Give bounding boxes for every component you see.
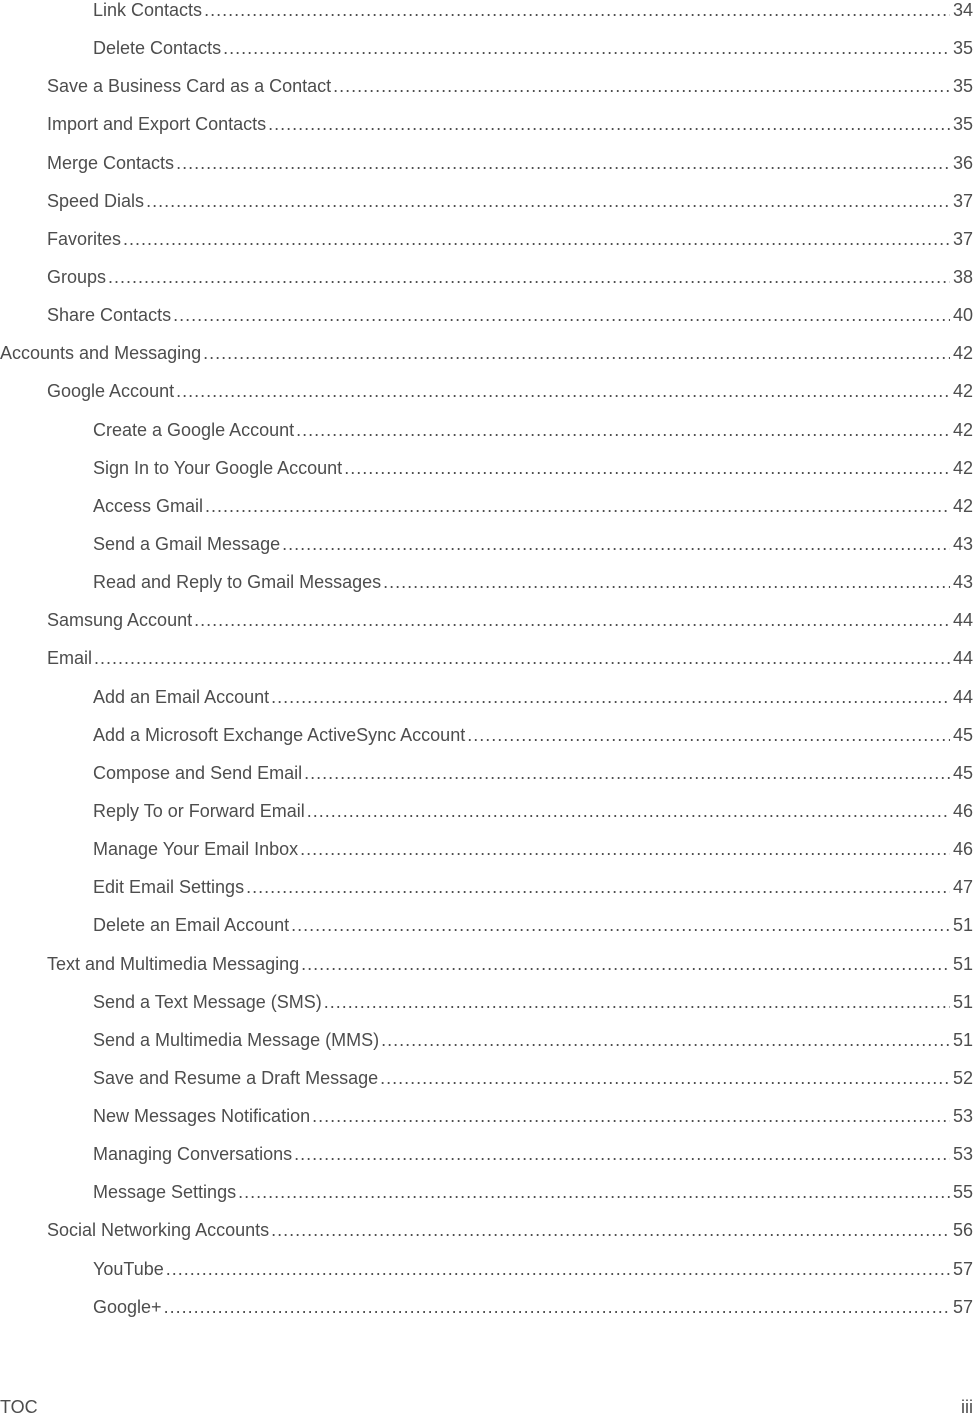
toc-entry-title: Manage Your Email Inbox (93, 839, 299, 860)
toc-dot-leader (223, 36, 950, 60)
toc-dot-leader (205, 494, 950, 518)
toc-entry-page-number: 46 (952, 800, 973, 821)
toc-entry[interactable] (0, 532, 973, 556)
toc-entry[interactable] (0, 685, 973, 709)
toc-entry[interactable] (0, 913, 973, 937)
toc-entry[interactable] (0, 379, 973, 403)
toc-entry-title: Groups (47, 266, 107, 287)
toc-entry-page-number: 40 (952, 305, 973, 326)
toc-entry-page-number: 52 (952, 1067, 973, 1088)
toc-entry[interactable] (0, 112, 973, 136)
toc-dot-leader (344, 456, 950, 480)
toc-entry-title: Save a Business Card as a Contact (47, 76, 332, 97)
toc-entry[interactable] (0, 875, 973, 899)
toc-entry[interactable] (0, 36, 973, 60)
toc-entry-page-number: 43 (952, 572, 973, 593)
toc-dot-leader (307, 799, 950, 823)
toc-entry-page-number: 51 (952, 953, 973, 974)
toc-dot-leader (381, 1028, 950, 1052)
toc-entry-title: Compose and Send Email (93, 762, 303, 783)
toc-dot-leader (301, 952, 950, 976)
toc-entry-page-number: 45 (952, 762, 973, 783)
toc-dot-leader (238, 1180, 950, 1204)
toc-dot-leader (204, 0, 950, 22)
toc-entry-page-number: 38 (952, 266, 973, 287)
toc-entry[interactable] (0, 303, 973, 327)
toc-entry-page-number: 45 (952, 724, 973, 745)
toc-entry-page-number: 36 (952, 152, 973, 173)
toc-entry[interactable] (0, 456, 973, 480)
toc-entry-title: Merge Contacts (47, 152, 175, 173)
toc-entry-title: Delete an Email Account (93, 915, 290, 936)
toc-entry-page-number: 47 (952, 877, 973, 898)
toc-dot-leader (312, 1104, 950, 1128)
toc-dot-leader (304, 761, 950, 785)
toc-entry[interactable] (0, 341, 973, 365)
toc-dot-leader (294, 1142, 950, 1166)
toc-entry-page-number: 55 (952, 1182, 973, 1203)
toc-entry-title: Email (47, 648, 93, 669)
toc-dot-leader (108, 265, 950, 289)
toc-entry-page-number: 34 (952, 0, 973, 20)
toc-entry[interactable] (0, 0, 973, 22)
toc-entry-page-number: 56 (952, 1220, 973, 1241)
toc-entry-page-number: 53 (952, 1106, 973, 1127)
toc-entry-title: New Messages Notification (93, 1106, 311, 1127)
toc-entry[interactable] (0, 189, 973, 213)
footer-page-number: iii (961, 1397, 973, 1417)
toc-dot-leader (300, 837, 950, 861)
toc-entry-page-number: 51 (952, 991, 973, 1012)
toc-dot-leader (268, 112, 950, 136)
toc-entry-title: Edit Email Settings (93, 877, 245, 898)
toc-entry[interactable] (0, 1104, 973, 1128)
toc-entry[interactable] (0, 990, 973, 1014)
toc-entry-page-number: 43 (952, 533, 973, 554)
toc-dot-leader (271, 1218, 950, 1242)
toc-entry-title: Samsung Account (47, 610, 193, 631)
toc-dot-leader (94, 646, 950, 670)
toc-entry-title: Add an Email Account (93, 686, 270, 707)
toc-entry-title: Read and Reply to Gmail Messages (93, 572, 382, 593)
toc-dot-leader (271, 685, 950, 709)
toc-entry-page-number: 42 (952, 343, 973, 364)
toc-dot-leader (176, 151, 950, 175)
toc-entry-title: Share Contacts (47, 305, 172, 326)
toc-entry[interactable] (0, 646, 973, 670)
toc-entry[interactable] (0, 494, 973, 518)
page-footer (0, 1396, 973, 1418)
toc-dot-leader (194, 608, 950, 632)
toc-entry[interactable] (0, 608, 973, 632)
toc-entry-page-number: 57 (952, 1258, 973, 1279)
toc-entry[interactable] (0, 265, 973, 289)
toc-dot-leader (380, 1066, 950, 1090)
toc-entry[interactable] (0, 227, 973, 251)
toc-entry-title: Message Settings (93, 1182, 237, 1203)
toc-entry-page-number: 35 (952, 114, 973, 135)
toc-entry[interactable] (0, 418, 973, 442)
footer-section-label: TOC (0, 1397, 38, 1417)
toc-entry[interactable] (0, 799, 973, 823)
toc-dot-leader (467, 723, 950, 747)
toc-entry-page-number: 37 (952, 190, 973, 211)
toc-entry-page-number: 44 (952, 686, 973, 707)
toc-dot-leader (333, 74, 950, 98)
toc-dot-leader (176, 379, 950, 403)
toc-entry-title: Reply To or Forward Email (93, 800, 305, 821)
toc-entry-title: Delete Contacts (93, 38, 222, 59)
toc-entry[interactable] (0, 723, 973, 747)
toc-entry-title: Create a Google Account (93, 419, 295, 440)
toc-entry-title: Speed Dials (47, 190, 145, 211)
toc-entry-title: Send a Text Message (SMS) (93, 991, 322, 1012)
toc-entry-title: Text and Multimedia Messaging (47, 953, 300, 974)
toc-dot-leader (282, 532, 950, 556)
toc-entry-title: Sign In to Your Google Account (93, 457, 343, 478)
toc-entry-title: Google+ (93, 1296, 162, 1317)
toc-dot-leader (166, 1257, 950, 1281)
toc-entry-title: YouTube (93, 1258, 164, 1279)
toc-entry-page-number: 44 (952, 610, 973, 631)
toc-entry-page-number: 42 (952, 457, 973, 478)
toc-entry[interactable] (0, 761, 973, 785)
toc-entry[interactable] (0, 1142, 973, 1166)
toc-entry[interactable] (0, 952, 973, 976)
toc-entry-page-number: 35 (952, 76, 973, 97)
toc-entry[interactable] (0, 570, 973, 594)
toc-entry-page-number: 42 (952, 495, 973, 516)
toc-entry[interactable] (0, 837, 973, 861)
toc-entry-title: Favorites (47, 228, 122, 249)
toc-entry-title: Google Account (47, 381, 175, 402)
toc-entry-title: Social Networking Accounts (47, 1220, 270, 1241)
toc-entry-title: Access Gmail (93, 495, 204, 516)
toc-entry-title: Managing Conversations (93, 1144, 293, 1165)
toc-entry-page-number: 53 (952, 1144, 973, 1165)
toc-entry[interactable] (0, 1066, 973, 1090)
toc-entry-page-number: 46 (952, 839, 973, 860)
toc-entry-page-number: 37 (952, 228, 973, 249)
toc-entry-page-number: 57 (952, 1296, 973, 1317)
toc-entry-page-number: 42 (952, 419, 973, 440)
toc-dot-leader (296, 418, 950, 442)
toc-dot-leader (291, 913, 950, 937)
toc-dot-leader (123, 227, 950, 251)
toc-entry[interactable] (0, 1218, 973, 1242)
toc-dot-leader (146, 189, 950, 213)
toc-entry-page-number: 35 (952, 38, 973, 59)
toc-entry-title: Send a Gmail Message (93, 533, 281, 554)
toc-entry-title: Send a Multimedia Message (MMS) (93, 1029, 380, 1050)
toc-dot-leader (246, 875, 950, 899)
toc-dot-leader (383, 570, 950, 594)
toc-dot-leader (173, 303, 950, 327)
toc-entry-page-number: 42 (952, 381, 973, 402)
toc-entry-title: Link Contacts (93, 0, 203, 20)
toc-entry-page-number: 44 (952, 648, 973, 669)
toc-dot-leader (324, 990, 950, 1014)
toc-entry-page-number: 51 (952, 915, 973, 936)
toc-entry[interactable] (0, 1257, 973, 1281)
toc-dot-leader (164, 1295, 950, 1319)
toc-dot-leader (203, 341, 950, 365)
toc-entry-title: Import and Export Contacts (47, 114, 267, 135)
toc-entry[interactable] (0, 151, 973, 175)
toc-entry[interactable] (0, 74, 973, 98)
toc-entry[interactable] (0, 1028, 973, 1052)
toc-entry-page-number: 51 (952, 1029, 973, 1050)
toc-entry-title: Accounts and Messaging (0, 343, 202, 364)
toc-entry-title: Save and Resume a Draft Message (93, 1067, 379, 1088)
toc-entry[interactable] (0, 1180, 973, 1204)
toc-entry[interactable] (0, 1295, 973, 1319)
toc-entry-title: Add a Microsoft Exchange ActiveSync Account (93, 724, 466, 745)
